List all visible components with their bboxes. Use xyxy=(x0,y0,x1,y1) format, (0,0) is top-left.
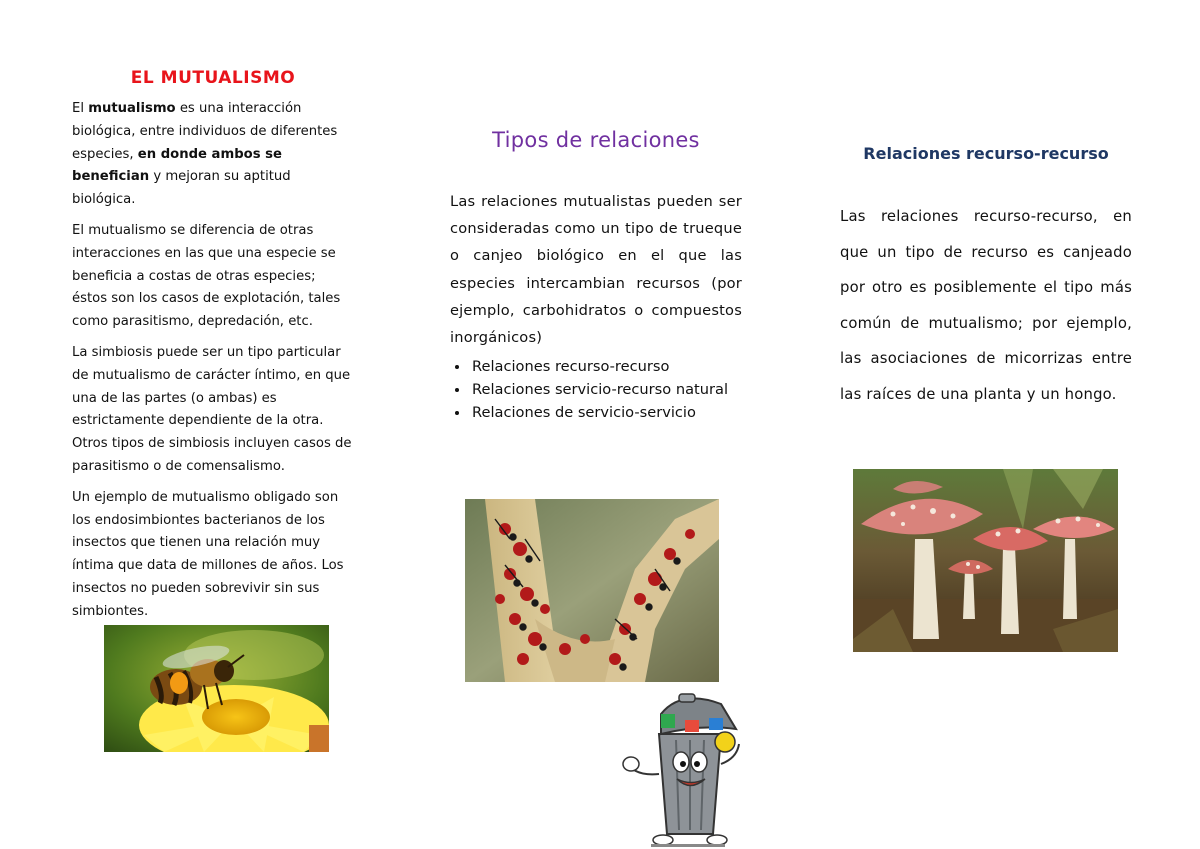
trash-can-cartoon xyxy=(621,684,755,849)
list-item: • Relaciones servicio-recurso natural xyxy=(470,378,742,401)
ants-photo xyxy=(465,499,719,682)
bee-photo xyxy=(104,625,329,752)
section-title-mutualismo: EL MUTUALISMO xyxy=(130,68,296,88)
column-recurso xyxy=(840,144,1132,412)
column-mutualismo xyxy=(72,68,354,632)
paragraph-tipos: Las relaciones mutualistas pueden ser consideradas como un tipo de trueque o canjeo biológico en el que las especies intercambian recursos (por ejemplo, carbohidratos o compuestos inorgánicos) xyxy=(450,193,742,347)
paragraph-definition: El mutualismo es una interacción biológica, entre individuos de diferentes especies, en donde ambos se benefician y mejoran su aptitud biológica. xyxy=(72,101,338,208)
term-ambos-benefician: en donde ambos se benefician xyxy=(72,146,282,185)
paragraph-example: Un ejemplo de mutualismo obligado son los endosimbiontes bacterianos de los insectos que tienen una relación muy íntima que data de millones de años. Los insectos no pueden sobrevivir sin sus simbiontes. xyxy=(72,489,344,619)
list-item: • Relaciones recurso-recurso xyxy=(470,355,742,378)
term-mutualismo: mutualismo xyxy=(88,101,176,116)
section-title-recurso: Relaciones recurso-recurso xyxy=(863,144,1109,163)
paragraph-simbiosis: La simbiosis puede ser un tipo particular de mutualismo de carácter íntimo, en que una de las partes (o ambas) es estrictamente dependiente de la otra. Otros tipos de simbiosis incluyen casos de parasitismo o de comensalismo. xyxy=(72,344,352,474)
section-title-tipos: Tipos de relaciones xyxy=(492,128,700,152)
column-tipos xyxy=(450,128,742,424)
relations-list xyxy=(450,355,742,424)
paragraph-difference: El mutualismo se diferencia de otras interacciones en las que una especie se beneficia a costas de otras especies; éstos son los casos de explotación, tales como parasitismo, depredación, etc. xyxy=(72,222,341,330)
mushrooms-photo xyxy=(853,469,1118,652)
list-item: • Relaciones de servicio-servicio xyxy=(470,401,742,424)
paragraph-recurso: Las relaciones recurso-recurso, en que un tipo de recurso es canjeado por otro es posiblemente el tipo más común de mutualismo; por ejemplo, las asociaciones de micorrizas entre las raíces de una planta y un hongo. xyxy=(840,208,1132,403)
